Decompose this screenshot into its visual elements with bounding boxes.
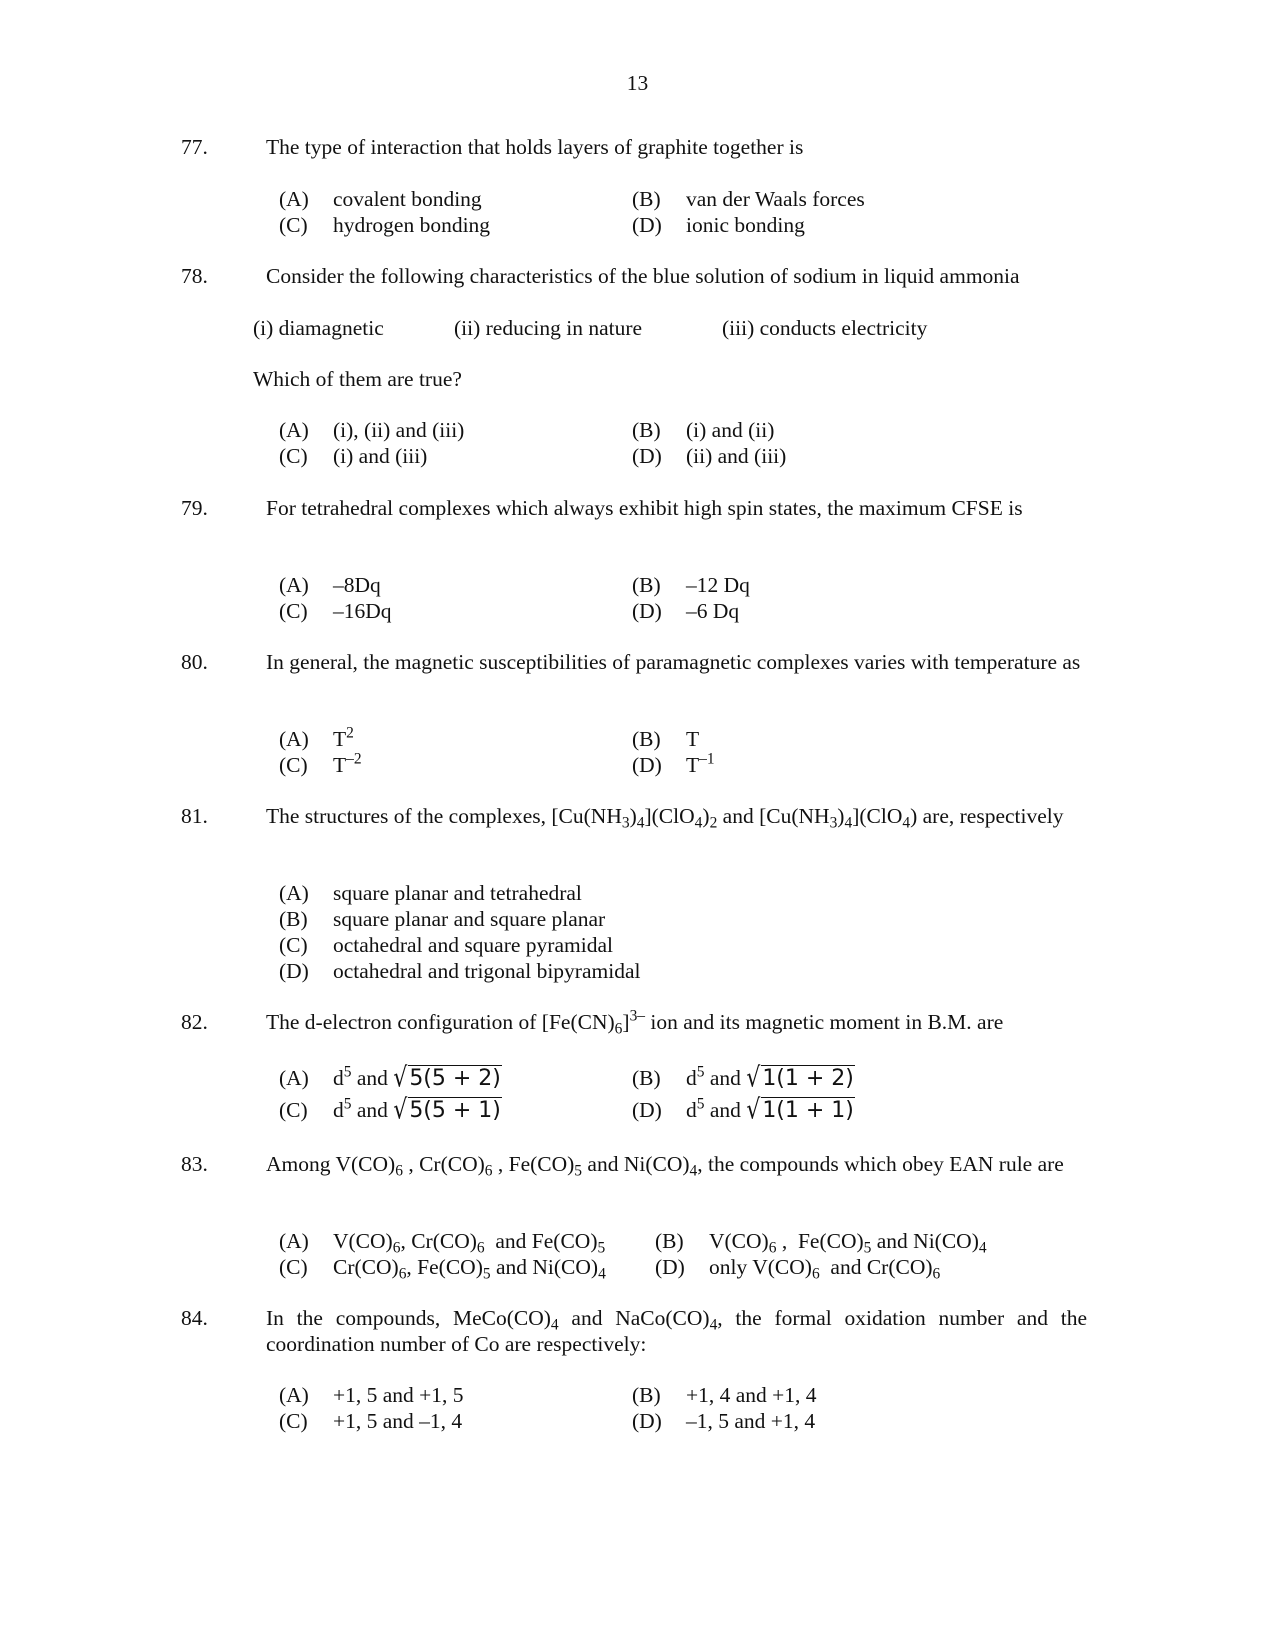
option-d bbox=[279, 958, 640, 984]
question-number: 83. bbox=[181, 1152, 208, 1176]
question-number: 82. bbox=[181, 1010, 208, 1034]
question-text: In general, the magnetic susceptibilities of paramagnetic complexes varies with temperature as bbox=[266, 650, 1081, 674]
square-root: √1(1 + 2) bbox=[746, 1062, 854, 1094]
option-label: (A) bbox=[279, 727, 309, 751]
option-b: (B) $d^5$ and √1(1 + 2) bbox=[632, 1062, 854, 1094]
page-number: 13 bbox=[626, 71, 649, 95]
option-a bbox=[279, 1382, 464, 1408]
option-text: octahedral and trigonal bipyramidal bbox=[333, 959, 641, 983]
option-label: (B) bbox=[632, 1066, 661, 1090]
option-text: +1, 4 and +1, 4 bbox=[686, 1383, 817, 1407]
option-label: (B) bbox=[632, 573, 661, 597]
option-a bbox=[279, 880, 582, 906]
option-label: (C) bbox=[279, 1409, 308, 1433]
option-b bbox=[632, 417, 774, 443]
option-label: (A) bbox=[279, 1066, 309, 1090]
option-text: (ii) and (iii) bbox=[686, 444, 787, 468]
question-text: The d-electron configuration of $[Fe(CN)_6]^{3-}$ ion and its magnetic moment in B.M. are bbox=[266, 1007, 1004, 1038]
question-number: 81. bbox=[181, 804, 208, 828]
option-label: (C) bbox=[279, 933, 308, 957]
option-text: octahedral and square pyramidal bbox=[333, 933, 613, 957]
characteristic-1: (i) diamagnetic bbox=[253, 316, 384, 340]
question-text: For tetrahedral complexes which always exhibit high spin states, the maximum CFSE is bbox=[266, 496, 1023, 520]
option-exponent: –1 bbox=[699, 750, 715, 768]
option-text: (i) and (iii) bbox=[333, 444, 428, 468]
option-text: –1, 5 and +1, 4 bbox=[686, 1409, 816, 1433]
option-label: (A) bbox=[279, 573, 309, 597]
option-label: (B) bbox=[632, 727, 661, 751]
question-83 bbox=[181, 1151, 1087, 1283]
option-text: +1, 5 and +1, 5 bbox=[333, 1383, 464, 1407]
option-label: (C) bbox=[279, 753, 308, 777]
option-exponent: 2 bbox=[346, 724, 354, 742]
option-d: (D) only $V(CO)_6$ and $Cr(CO)_6$ bbox=[655, 1255, 941, 1283]
option-text: hydrogen bonding bbox=[333, 213, 491, 237]
option-label: (A) bbox=[279, 881, 309, 905]
characteristic-2: (ii) reducing in nature bbox=[454, 316, 643, 340]
option-text: (i), (ii) and (iii) bbox=[333, 418, 465, 442]
option-c bbox=[279, 212, 490, 238]
option-d: (D) $d^5$ and √1(1 + 1) bbox=[632, 1094, 854, 1126]
option-label: (D) bbox=[632, 599, 662, 623]
option-b bbox=[279, 906, 605, 932]
option-label: (D) bbox=[632, 1409, 662, 1433]
question-82 bbox=[181, 1007, 1087, 1126]
option-b bbox=[632, 726, 699, 752]
option-c bbox=[279, 932, 613, 958]
question-text: Consider the following characteristics of the blue solution of sodium in liquid ammonia bbox=[266, 264, 1020, 288]
question-number: 84. bbox=[181, 1306, 208, 1330]
option-a bbox=[279, 417, 464, 443]
option-label: (C) bbox=[279, 213, 308, 237]
question-81 bbox=[181, 803, 1087, 983]
option-label: (C) bbox=[279, 444, 308, 468]
option-label: (C) bbox=[279, 1098, 308, 1122]
option-label: (D) bbox=[655, 1255, 685, 1279]
question-78 bbox=[181, 263, 1087, 468]
question-79 bbox=[181, 495, 1087, 623]
option-d bbox=[632, 1408, 815, 1434]
option-c bbox=[279, 598, 392, 624]
option-label: (A) bbox=[279, 187, 309, 211]
question-text: Among $V(CO)_6$ , $Cr(CO)_6$ , $Fe(CO)_5$ and $Ni(CO)_4$, the compounds which obey EAN rule are bbox=[266, 1152, 1064, 1180]
option-b bbox=[632, 572, 750, 598]
option-label: (B) bbox=[655, 1229, 684, 1253]
question-number: 77. bbox=[181, 135, 208, 159]
option-d bbox=[632, 752, 715, 778]
option-label: (A) bbox=[279, 1229, 309, 1253]
option-label: (C) bbox=[279, 599, 308, 623]
option-d bbox=[632, 598, 739, 624]
option-a: (A) $V(CO)_6$, $Cr(CO)_6$ and $Fe(CO)_5$ bbox=[279, 1229, 606, 1257]
option-base: T bbox=[333, 727, 347, 751]
question-prompt: Which of them are true? bbox=[253, 367, 462, 391]
option-text: (i) and (ii) bbox=[686, 418, 775, 442]
option-label: (D) bbox=[632, 753, 662, 777]
option-c bbox=[279, 1408, 462, 1434]
option-base: T bbox=[333, 753, 347, 777]
question-number: 78. bbox=[181, 264, 208, 288]
option-text: ionic bonding bbox=[686, 213, 805, 237]
option-text: square planar and tetrahedral bbox=[333, 881, 582, 905]
option-text: –8Dq bbox=[333, 573, 381, 597]
option-label: (B) bbox=[279, 907, 308, 931]
question-84 bbox=[181, 1305, 1088, 1433]
option-c: (C) $d^5$ and √5(5 + 1) bbox=[279, 1094, 501, 1126]
option-label: (A) bbox=[279, 1383, 309, 1407]
option-text: –16Dq bbox=[333, 599, 392, 623]
option-label: (B) bbox=[632, 418, 661, 442]
option-c bbox=[279, 443, 427, 469]
option-base: T bbox=[686, 753, 700, 777]
option-text: covalent bonding bbox=[333, 187, 482, 211]
question-number: 79. bbox=[181, 496, 208, 520]
square-root: √5(5 + 1) bbox=[393, 1094, 501, 1126]
option-label: (D) bbox=[279, 959, 309, 983]
option-b: (B) $V(CO)_6$ , $Fe(CO)_5$ and $Ni(CO)_4$ bbox=[655, 1229, 987, 1257]
question-80 bbox=[181, 649, 1087, 777]
option-d bbox=[632, 443, 786, 469]
question-text: The structures of the complexes, $[Cu(NH_3)_4](ClO_4)_2$ and $[Cu(NH_3)_4](ClO_4)$ are, respectively bbox=[266, 804, 1064, 832]
option-label: (D) bbox=[632, 444, 662, 468]
question-number: 80. bbox=[181, 650, 208, 674]
question-77 bbox=[181, 134, 1087, 237]
option-text: van der Waals forces bbox=[686, 187, 865, 211]
option-text: –12 Dq bbox=[686, 573, 750, 597]
question-text: The type of interaction that holds layers of graphite together is bbox=[266, 135, 804, 159]
option-a bbox=[279, 186, 482, 212]
option-label: (A) bbox=[279, 418, 309, 442]
option-c: (C) $Cr(CO)_6$, $Fe(CO)_5$ and $Ni(CO)_4$ bbox=[279, 1255, 606, 1283]
option-d bbox=[632, 212, 805, 238]
characteristic-3: (iii) conducts electricity bbox=[722, 316, 928, 340]
option-b bbox=[632, 186, 865, 212]
option-a bbox=[279, 572, 381, 598]
option-a: (A) $d^5$ and √5(5 + 2) bbox=[279, 1062, 501, 1094]
option-b bbox=[632, 1382, 817, 1408]
option-label: (C) bbox=[279, 1255, 308, 1279]
option-text: –6 Dq bbox=[686, 599, 740, 623]
option-exponent: –2 bbox=[346, 750, 362, 768]
option-text: square planar and square planar bbox=[333, 907, 606, 931]
option-c bbox=[279, 752, 362, 778]
option-label: (D) bbox=[632, 213, 662, 237]
option-base: T bbox=[686, 727, 700, 751]
square-root: √5(5 + 2) bbox=[393, 1062, 501, 1094]
option-label: (D) bbox=[632, 1098, 662, 1122]
option-text: +1, 5 and –1, 4 bbox=[333, 1409, 463, 1433]
option-a bbox=[279, 726, 354, 752]
option-label: (B) bbox=[632, 1383, 661, 1407]
question-text: In the compounds, $MeCo(CO)_4$ and $NaCo(CO)_4$, the formal oxidation number and the coordination number of Co are respectively: bbox=[266, 1306, 1088, 1356]
square-root: √1(1 + 1) bbox=[746, 1094, 854, 1126]
option-label: (B) bbox=[632, 187, 661, 211]
